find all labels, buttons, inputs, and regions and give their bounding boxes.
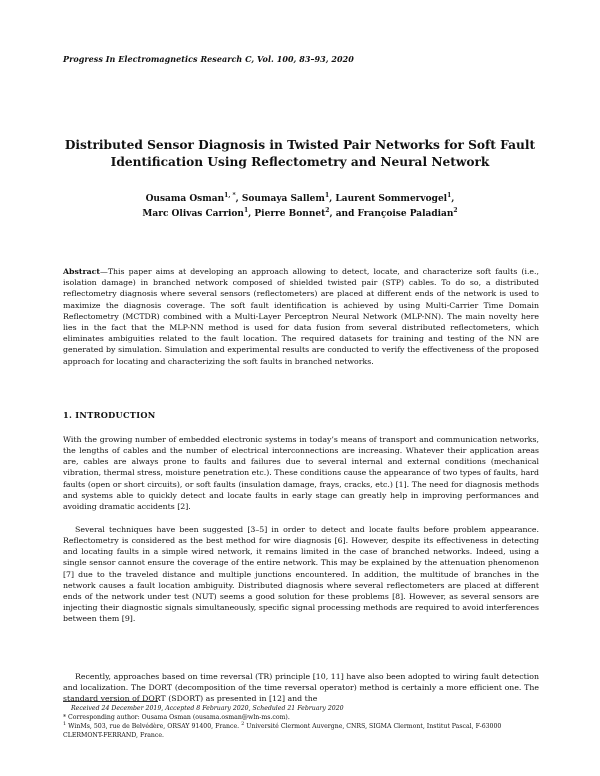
author-name: Ousama Osman (145, 194, 225, 204)
author-name: Pierre Bonnet (254, 209, 326, 219)
abstract (63, 266, 539, 367)
body-paragraph: Recently, approaches based on time reversal (TR) principle [10, 11] have also been adopted to wiring fault detection and localization. The DORT (decomposition of the time reversal operator) method is certainly a more efficient one. The standard version of DORT (SDORT) as presented in [12] and the (63, 672, 539, 704)
affiliation-2: Université Clermont Auvergne, CNRS, SIGMA Clermont, Institut Pascal, F-63000 CLERMONT-FERRAND, France. (63, 723, 502, 740)
author-affiliation: 2 (325, 207, 330, 214)
author-affiliation: 2 (453, 207, 458, 214)
section-heading: 1. INTRODUCTION (63, 410, 156, 420)
author-conjunction: and (335, 209, 355, 219)
footnote-affiliations (63, 722, 539, 740)
author-list (40, 192, 560, 222)
author-name: Soumaya Sallem (241, 194, 325, 204)
paper-title: Distributed Sensor Diagnosis in Twisted Pair Networks for Soft Fault Identification Using Reflectometry and Neural Network (64, 138, 536, 169)
footnote-divider (63, 701, 158, 702)
affiliation-1: WinMs, 503, rue de Belvédère, ORSAY 91400, France. (68, 723, 240, 730)
abstract-text: —This paper aims at developing an approach allowing to detect, locate, and characterize soft faults (i.e., isolation damage) in branched network composed of shielded twisted pair (STP) cables. To do so, a distributed reflectometry diagnosis where several sensors (reflectometers) are placed at different ends of the network is used to maximize the diagnosis coverage. The soft fault identification is achieved by using Multi-Carrier Time Domain Reflectometry (MCTDR) combined with a Multi-Layer Perceptron Neural Network (MLP-NN). The main novelty here lies in the fact that the MLP-NN method is used for data fusion from several distributed reflectometers, which eliminates ambiguities related to the fault location. The required datasets for training and testing of the NN are generated by simulation. Simulation and experimental results are conducted to verify the effectiveness of the proposed approach for locating and characterizing the soft faults in branched networks. (63, 267, 539, 366)
footnote-received: Received 24 December 2019, Accepted 8 February 2020, Scheduled 21 February 2020 (71, 705, 344, 712)
author-name: Laurent Sommervogel (335, 194, 448, 204)
author-line-2: Marc Olivas Carrion$^1$, Pierre Bonnet$^2$, and Françoise Paladian$^2$ (142, 207, 458, 219)
author-affiliation: 1, * (224, 192, 236, 199)
author-affiliation: 1 (324, 192, 330, 199)
author-name: Françoise Paladian (357, 209, 454, 219)
affiliation-mark: 1 (63, 720, 67, 727)
author-affiliation: 1 (447, 192, 452, 199)
author-line-1: Ousama Osman$^{1, *}$, Soumaya Sallem$^1$, Laurent Sommervogel$^1$, (145, 192, 455, 204)
abstract-label: Abstract (63, 267, 101, 276)
author-affiliation: 1 (243, 207, 249, 214)
affiliation-mark: 2 (241, 720, 245, 727)
journal-header: Progress In Electromagnetics Research C, Vol. 100, 83–93, 2020 (63, 54, 354, 64)
body-paragraph: Several techniques have been suggested [3–5] in order to detect and locate faults before problem appearance. Reflectometry is considered as the best method for wire diagnosis [6]. However, despite its effectiveness in detecting and locating faults in a simple wired network, it remains limited in the case of branched networks. Indeed, using a single sensor cannot ensure the coverage of the entire network. This may be explained by the attenuation phenomenon [7] due to the traveled distance and multiple junctions encountered. In addition, the multitude of branches in the network causes a fault location ambiguity. Distributed diagnosis where several reflectometers are placed at different ends of the network under test (NUT) seems a good solution for these problems [8]. However, as several sensors are injecting their diagnostic signals simultaneously, specific signal processing methods are required to avoid interferences between them [9]. (63, 525, 539, 624)
author-name: Marc Olivas Carrion (142, 209, 244, 219)
body-paragraph: With the growing number of embedded electronic systems in today’s means of transport and communication networks, the lengths of cables and the number of electrical interconnections are increasing. Whatever their application areas are, cables are always prone to faults and failures due to several internal and external conditions (mechanical vibration, thermal stress, moisture penetration etc.). These conditions cause the appearance of two types of faults, hard faults (open or short circuits), or soft faults (insulation damage, frays, cracks, etc.) [1]. The need for diagnosis methods and systems able to quickly detect and locate faults in early stage can greatly help in improving performances and avoiding dramatic accidents [2]. (63, 435, 539, 511)
footnote-corresponding: * Corresponding author: Ousama Osman (ousama.osman@wln-ms.com). (63, 714, 290, 721)
